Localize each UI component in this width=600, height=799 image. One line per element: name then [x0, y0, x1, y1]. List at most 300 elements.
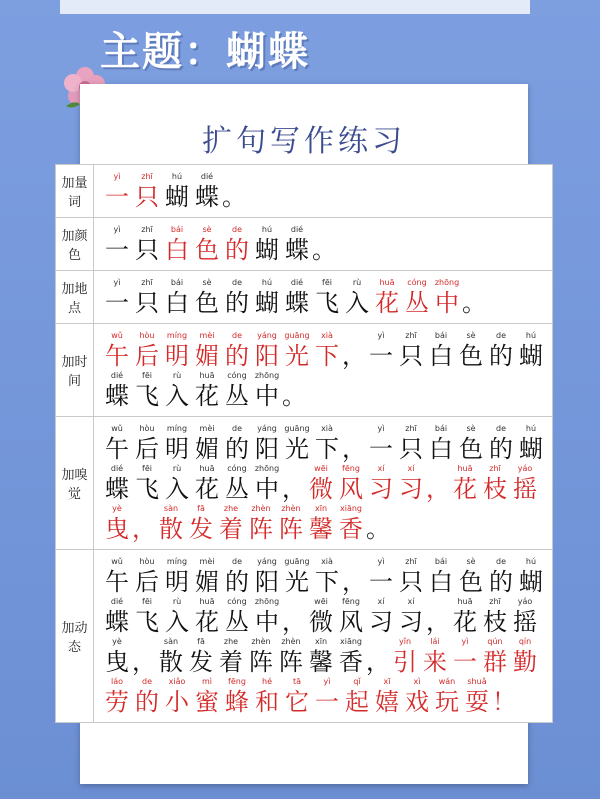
hanzi: 花 [375, 289, 399, 317]
hanzi: 蝶 [105, 382, 129, 410]
pinyin: hú [171, 172, 183, 181]
hanzi-char [342, 676, 372, 716]
hanzi-char [132, 224, 162, 264]
pinyin: huā [199, 464, 215, 473]
sentence-cell [94, 218, 553, 271]
hanzi-char [282, 556, 312, 596]
pinyin: zhī [405, 424, 417, 433]
hanzi: 和 [255, 688, 279, 716]
hanzi: 阳 [255, 435, 279, 463]
hanzi-char [192, 423, 222, 463]
hanzi-char [222, 330, 252, 370]
hanzi-char [282, 330, 312, 370]
hanzi-char [480, 596, 510, 636]
pinyin: yì [461, 637, 469, 646]
hanzi: 午 [105, 342, 129, 370]
pinyin: bái [434, 331, 448, 340]
pinyin: de [232, 278, 242, 287]
hanzi-char [366, 463, 396, 503]
pinyin: hòu [139, 424, 155, 433]
pinyin: hòu [139, 557, 155, 566]
hanzi: 枝 [483, 608, 507, 636]
hanzi: 蝶 [105, 475, 129, 503]
sentence-line [102, 171, 546, 211]
pinyin: bái [170, 225, 184, 234]
pinyin: tā [292, 677, 302, 686]
hanzi-char [462, 676, 492, 716]
sentence-line [102, 370, 546, 410]
hanzi-char [252, 556, 282, 596]
hanzi: ， [282, 475, 306, 503]
pinyin: xīn [314, 637, 328, 646]
hanzi: 阵 [249, 515, 273, 543]
pinyin: dié [290, 225, 304, 234]
pinyin: láo [110, 677, 124, 686]
pinyin: sè [466, 424, 476, 433]
hanzi-char [492, 676, 516, 716]
hanzi: 的 [225, 236, 249, 264]
pinyin: zhèn [281, 504, 301, 513]
sentence-line [102, 463, 546, 503]
hanzi-char [456, 330, 486, 370]
hanzi-char [306, 503, 336, 543]
hanzi: 光 [285, 342, 309, 370]
pinyin: zhèn [281, 637, 301, 646]
hanzi-char [282, 370, 306, 410]
hanzi-char [306, 596, 336, 636]
hanzi-char [222, 676, 252, 716]
expansion-table [55, 164, 553, 723]
hanzi: 蝴 [255, 236, 279, 264]
hanzi-char [132, 277, 162, 317]
hanzi-char [252, 423, 282, 463]
hanzi-char [102, 370, 132, 410]
pinyin: zhī [489, 597, 501, 606]
pinyin: cóng [227, 464, 247, 473]
hanzi: 一 [105, 236, 129, 264]
hanzi: 丛 [225, 382, 249, 410]
hanzi-char [510, 596, 540, 636]
hanzi: ， [342, 342, 366, 370]
hanzi-char [102, 277, 132, 317]
hanzi-char [192, 370, 222, 410]
hanzi: ， [132, 515, 156, 543]
sentence-line [102, 676, 546, 716]
hanzi-char [252, 596, 282, 636]
hanzi: ， [342, 568, 366, 596]
hanzi-char [132, 636, 156, 676]
hanzi-char [162, 463, 192, 503]
hanzi: 。 [366, 515, 390, 543]
pinyin: sè [202, 278, 212, 287]
hanzi-char [366, 423, 396, 463]
hanzi: 一 [105, 289, 129, 317]
hanzi-char [450, 636, 480, 676]
hanzi-char [402, 676, 432, 716]
hanzi: 。 [222, 183, 246, 211]
hanzi: 蝶 [285, 236, 309, 264]
hanzi-char [222, 463, 252, 503]
pinyin: xí [377, 597, 385, 606]
hanzi: 白 [429, 342, 453, 370]
pinyin: xiǎo [168, 677, 186, 686]
hanzi-char [342, 330, 366, 370]
hanzi-char [312, 330, 342, 370]
pinyin: mì [201, 677, 212, 686]
hanzi-char [396, 556, 426, 596]
hanzi-char [222, 171, 246, 211]
hanzi-char [162, 556, 192, 596]
pinyin: mèi [199, 557, 215, 566]
hanzi: 白 [165, 289, 189, 317]
hanzi-char [162, 277, 192, 317]
pinyin: yè [112, 504, 122, 513]
hanzi: 着 [219, 648, 243, 676]
hanzi-char [342, 277, 372, 317]
worksheet-card [61, 84, 543, 784]
hanzi: 下 [315, 435, 339, 463]
hanzi-char [222, 596, 252, 636]
hanzi: 习 [399, 608, 423, 636]
hanzi: 阵 [279, 515, 303, 543]
pinyin: hú [261, 278, 273, 287]
sentence-line [102, 277, 546, 317]
hanzi: 白 [429, 568, 453, 596]
pinyin: yǐn [398, 637, 412, 646]
pinyin: wǔ [111, 331, 123, 340]
hanzi-char [102, 556, 132, 596]
pinyin: zhī [141, 225, 153, 234]
hanzi: 一 [105, 183, 129, 211]
pinyin: zhī [405, 331, 417, 340]
pinyin: yì [113, 225, 121, 234]
hanzi-char [282, 596, 306, 636]
pinyin: yáng [257, 331, 277, 340]
hanzi: 蝶 [105, 608, 129, 636]
hanzi-char [132, 330, 162, 370]
hanzi-char [486, 423, 516, 463]
hanzi: 蝶 [195, 183, 219, 211]
pinyin: zhī [405, 557, 417, 566]
hanzi-char [480, 463, 510, 503]
hanzi: 的 [489, 568, 513, 596]
table-row [56, 324, 553, 417]
hanzi: 中 [255, 382, 279, 410]
hanzi-char [132, 423, 162, 463]
hanzi: 耍 [465, 688, 489, 716]
hanzi-char [396, 423, 426, 463]
row-label: 加量词 [56, 165, 94, 218]
pinyin: fēi [142, 464, 152, 473]
hanzi-char [312, 423, 342, 463]
sentence-cell [94, 271, 553, 324]
hanzi: 曳 [105, 648, 129, 676]
hanzi: 后 [135, 342, 159, 370]
hanzi: 来 [423, 648, 447, 676]
pinyin: xīn [314, 504, 328, 513]
pinyin: de [232, 557, 242, 566]
hanzi-char [390, 636, 420, 676]
pinyin: shuǎ [467, 677, 487, 686]
hanzi: 飞 [315, 289, 339, 317]
hanzi: 馨 [309, 515, 333, 543]
hanzi: 引 [393, 648, 417, 676]
hanzi-char [312, 277, 342, 317]
page-title: 主题：蝴蝶 [100, 29, 310, 75]
pinyin: yì [377, 424, 385, 433]
hanzi-char [102, 330, 132, 370]
hanzi-char [282, 463, 306, 503]
hanzi: 阵 [279, 648, 303, 676]
pinyin: qín [518, 637, 532, 646]
hanzi: 枝 [483, 475, 507, 503]
hanzi: 花 [453, 608, 477, 636]
hanzi-char [192, 556, 222, 596]
hanzi: 的 [489, 342, 513, 370]
hanzi: 中 [255, 475, 279, 503]
pinyin: de [232, 424, 242, 433]
hanzi-char [456, 556, 486, 596]
pinyin: huā [457, 597, 473, 606]
hanzi: 只 [399, 342, 423, 370]
hanzi: 只 [399, 435, 423, 463]
pinyin: zhèn [251, 504, 271, 513]
hanzi-char [102, 503, 132, 543]
pinyin: bái [170, 278, 184, 287]
sentence-cell [94, 324, 553, 417]
hanzi-char [510, 463, 540, 503]
hanzi: 色 [195, 289, 219, 317]
hanzi: 花 [195, 475, 219, 503]
hanzi-char [342, 556, 366, 596]
pinyin: xiāng [339, 504, 362, 513]
hanzi-char [306, 463, 336, 503]
hanzi-char [252, 370, 282, 410]
hanzi: 入 [165, 382, 189, 410]
pinyin: zhèn [251, 637, 271, 646]
hanzi: 风 [339, 475, 363, 503]
hanzi-char [336, 463, 366, 503]
table-row [56, 550, 553, 723]
hanzi: 阳 [255, 568, 279, 596]
hanzi-char [222, 224, 252, 264]
hanzi: 散 [159, 515, 183, 543]
pinyin: fēng [228, 677, 246, 686]
pinyin: huā [199, 597, 215, 606]
hanzi: ， [342, 435, 366, 463]
pinyin: de [142, 677, 152, 686]
hanzi: ！ [492, 688, 516, 716]
pinyin: zhe [223, 637, 239, 646]
hanzi-char [132, 370, 162, 410]
hanzi-char [102, 224, 132, 264]
pinyin: fā [197, 504, 205, 513]
pinyin: zhōng [434, 278, 460, 287]
pinyin: hé [262, 677, 272, 686]
pinyin: zhī [141, 278, 153, 287]
hanzi-char [306, 636, 336, 676]
sentence-cell [94, 165, 553, 218]
pinyin: wēi [314, 597, 328, 606]
pinyin: sàn [163, 637, 179, 646]
hanzi: 光 [285, 568, 309, 596]
pinyin: qún [487, 637, 503, 646]
hanzi-char [252, 330, 282, 370]
row-label: 加动态 [56, 550, 94, 723]
hanzi: 飞 [135, 475, 159, 503]
hanzi-char [426, 423, 456, 463]
pinyin: xià [321, 331, 333, 340]
hanzi-char [192, 676, 222, 716]
table-row [56, 218, 553, 271]
hanzi-char [192, 330, 222, 370]
pinyin: sè [466, 557, 476, 566]
hanzi: 白 [429, 435, 453, 463]
pinyin: huā [199, 371, 215, 380]
hanzi: 花 [195, 608, 219, 636]
pinyin: huā [379, 278, 395, 287]
hanzi: 群 [483, 648, 507, 676]
sentence-line [102, 556, 546, 596]
hanzi-char [450, 596, 480, 636]
hanzi: 下 [315, 342, 339, 370]
pinyin: de [232, 225, 242, 234]
hanzi: 的 [225, 289, 249, 317]
hanzi-char [336, 503, 366, 543]
hanzi: 香 [339, 515, 363, 543]
pinyin: xí [407, 464, 415, 473]
pinyin: sàn [163, 504, 179, 513]
hanzi: 小 [165, 688, 189, 716]
hanzi-char [516, 423, 546, 463]
hanzi: 玩 [435, 688, 459, 716]
hanzi: 后 [135, 435, 159, 463]
pinyin: de [496, 557, 506, 566]
hanzi-char [186, 503, 216, 543]
hanzi: 散 [159, 648, 183, 676]
pinyin: yáo [517, 597, 533, 606]
pinyin: míng [166, 424, 188, 433]
pinyin: xì [413, 677, 421, 686]
pinyin: míng [166, 557, 188, 566]
hanzi: 微 [309, 475, 333, 503]
pinyin: wēi [314, 464, 328, 473]
hanzi-char [282, 423, 312, 463]
hanzi: 嬉 [375, 688, 399, 716]
sentence-cell [94, 417, 553, 550]
hanzi-char [132, 503, 156, 543]
hanzi-char [192, 277, 222, 317]
pinyin: cóng [227, 371, 247, 380]
hanzi: 飞 [135, 608, 159, 636]
hanzi-char [396, 463, 426, 503]
hanzi: 一 [369, 568, 393, 596]
row-label: 加颜色 [56, 218, 94, 271]
hanzi: ， [426, 475, 450, 503]
hanzi-char [162, 370, 192, 410]
pinyin: wǔ [111, 557, 123, 566]
pinyin: yì [377, 557, 385, 566]
pinyin: yáng [257, 424, 277, 433]
hanzi: 丛 [225, 475, 249, 503]
hanzi: 明 [165, 342, 189, 370]
hanzi-char [282, 676, 312, 716]
hanzi: 蝴 [519, 435, 543, 463]
hanzi: 习 [399, 475, 423, 503]
hanzi: 的 [225, 342, 249, 370]
hanzi-char [132, 171, 162, 211]
hanzi-char [450, 463, 480, 503]
pinyin: zhōng [254, 464, 280, 473]
pinyin: zhī [141, 172, 153, 181]
hanzi: 花 [195, 382, 219, 410]
hanzi: 一 [369, 342, 393, 370]
hanzi: 蝶 [285, 289, 309, 317]
hanzi: 它 [285, 688, 309, 716]
hanzi-char [252, 277, 282, 317]
hanzi: 光 [285, 435, 309, 463]
hanzi-char [432, 676, 462, 716]
hanzi-char [156, 636, 186, 676]
hanzi: 色 [195, 236, 219, 264]
hanzi: 明 [165, 568, 189, 596]
hanzi: 入 [165, 475, 189, 503]
hanzi: 蝴 [165, 183, 189, 211]
hanzi-char [282, 277, 312, 317]
pinyin: mèi [199, 331, 215, 340]
hanzi: 劳 [105, 688, 129, 716]
hanzi: 蜜 [195, 688, 219, 716]
hanzi-char [456, 423, 486, 463]
pinyin: wǔ [111, 424, 123, 433]
hanzi-char [162, 676, 192, 716]
hanzi: ， [366, 648, 390, 676]
worksheet-subtitle: 扩句写作练习 [202, 124, 406, 159]
hanzi-char [336, 636, 366, 676]
hanzi: 丛 [405, 289, 429, 317]
pinyin: yì [113, 278, 121, 287]
hanzi: 只 [135, 236, 159, 264]
pinyin: fēng [342, 464, 360, 473]
pinyin: guāng [284, 557, 310, 566]
pinyin: hú [525, 557, 537, 566]
pinyin: fēi [322, 278, 332, 287]
hanzi-char [426, 330, 456, 370]
hanzi: 只 [135, 289, 159, 317]
sentence-line [102, 330, 546, 370]
hanzi: 的 [225, 435, 249, 463]
hanzi: 发 [189, 648, 213, 676]
hanzi-char [102, 171, 132, 211]
hanzi-char [486, 330, 516, 370]
sentence-line [102, 596, 546, 636]
hanzi-char [426, 463, 450, 503]
hanzi-char [102, 463, 132, 503]
hanzi: 曳 [105, 515, 129, 543]
hanzi: ， [282, 608, 306, 636]
hanzi-char [426, 556, 456, 596]
pinyin: guāng [284, 424, 310, 433]
hanzi-char [192, 171, 222, 211]
hanzi-char [192, 463, 222, 503]
hanzi: 中 [435, 289, 459, 317]
hanzi-char [222, 423, 252, 463]
hanzi-char [486, 556, 516, 596]
hanzi: 发 [189, 515, 213, 543]
pinyin: fēi [142, 597, 152, 606]
hanzi-char [132, 463, 162, 503]
sentence-line [102, 503, 546, 543]
